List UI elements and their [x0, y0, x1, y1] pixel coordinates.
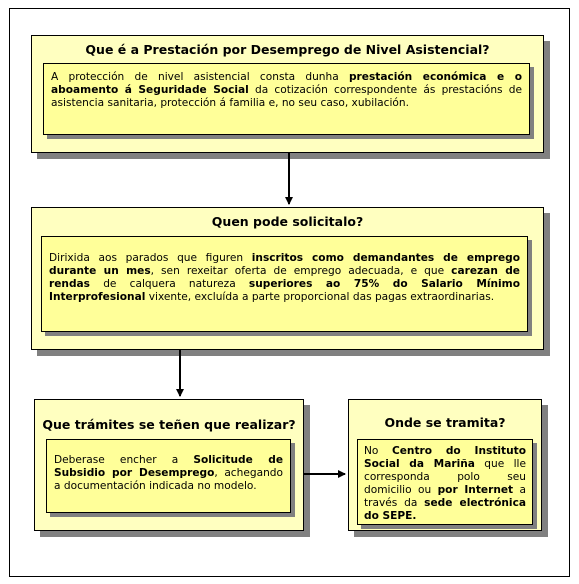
emphasis-text: Centro do Instituto Social da Mariña	[364, 445, 526, 470]
emphasis-text: sede electrónica do SEPE.	[364, 497, 526, 522]
emphasis-text: Solicitude de Subsidio por Desemprego	[54, 454, 283, 479]
box-where-title: Onde se tramita?	[384, 415, 506, 430]
body-text: vixente, excluída a parte proporcional das pagas extraordinarias.	[145, 291, 495, 303]
body-text: Deberase encher a	[54, 454, 194, 466]
emphasis-text: superiores ao 75% do Salario Mínimo Interprofesional	[49, 278, 521, 303]
body-text: da cotización correspondente ás prestacións de asistencia sanitaria, protección á familia e, no seu caso, xubilación.	[51, 84, 523, 109]
box-procedures-title: Que trámites se teñen que realizar?	[42, 417, 296, 432]
body-text: de calquera natureza	[90, 278, 249, 290]
body-text: No	[364, 445, 392, 457]
body-text: , sen rexeitar oferta de emprego adecuada, e que	[150, 265, 452, 277]
emphasis-text: carezan de rendas	[49, 265, 520, 290]
emphasis-text: prestación económica e o aboamento á Seguridade Social	[51, 71, 522, 96]
body-text: Dirixida aos parados que figuren	[49, 252, 252, 264]
emphasis-text: inscritos como demandantes de emprego durante un mes	[49, 252, 520, 277]
body-text: A protección de nivel asistencial consta dunha	[51, 71, 349, 83]
body-text: , achegando a documentación indicada no modelo.	[54, 467, 283, 492]
body-text: que lle corresponda polo seu domicilio ou	[364, 458, 526, 496]
body-text: a través da	[364, 484, 526, 509]
box-who-can-title: Quen pode solicitalo?	[211, 214, 364, 229]
emphasis-text: por Internet	[437, 484, 514, 496]
box-what-is-title: Que é a Prestación por Desemprego de Nivel Asistencial?	[85, 42, 490, 57]
